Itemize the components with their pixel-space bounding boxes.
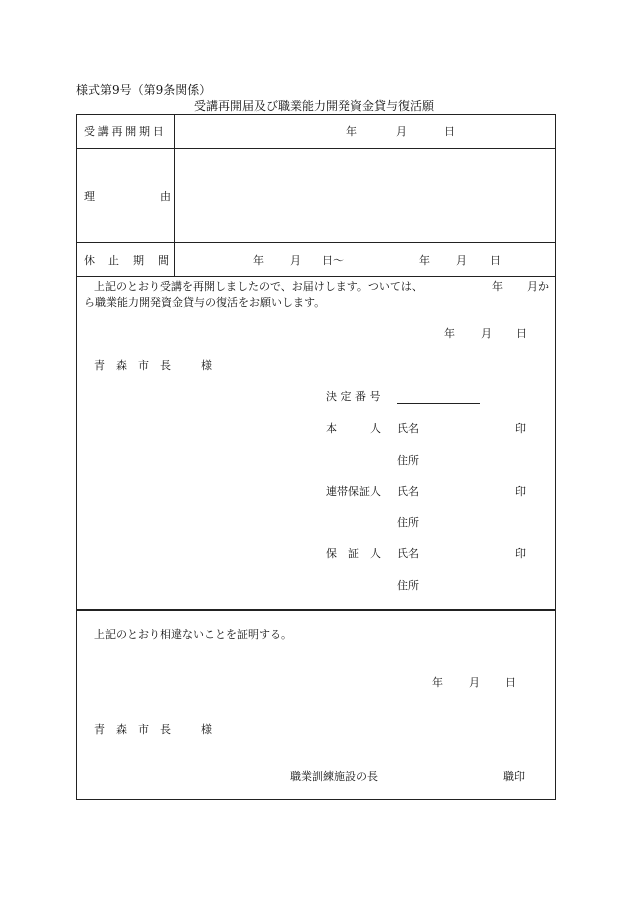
seal-mark: 印	[515, 485, 526, 498]
seal-mark: 印	[515, 547, 526, 560]
divider	[76, 609, 556, 611]
divider	[76, 148, 556, 149]
suspension-from-month: 月	[290, 254, 301, 267]
joint-guarantor-name-field[interactable]	[424, 483, 510, 499]
reason-label-left: 理	[84, 190, 95, 203]
applicant-address-label: 住所	[397, 454, 419, 467]
suspension-period-field[interactable]	[176, 244, 554, 274]
guarantor-address-label: 住所	[397, 579, 419, 592]
facility-head-label: 職業訓練施設の長	[290, 770, 378, 783]
certification-text: 上記のとおり相違ないことを証明する。	[94, 628, 292, 641]
certification-date-month: 月	[469, 676, 480, 689]
form-title: 受講再開届及び職業能力開発資金貸与復活願	[194, 99, 435, 113]
request-addressee-honorific: 様	[201, 359, 212, 372]
guarantor-name-field[interactable]	[424, 545, 510, 561]
guarantor-address-field[interactable]	[424, 577, 534, 593]
applicant-role-self: 本 人	[326, 422, 381, 435]
divider	[76, 242, 556, 243]
joint-guarantor-name-label: 氏名	[397, 485, 419, 498]
divider	[76, 276, 556, 277]
certification-date-day: 日	[505, 676, 516, 689]
request-date-year: 年	[444, 327, 455, 340]
decision-number-field[interactable]	[397, 390, 480, 404]
suspension-from-day: 日〜	[322, 254, 344, 267]
label-column-divider	[174, 114, 175, 276]
applicant-role-joint-guarantor: 連帯保証人	[326, 485, 381, 498]
reason-label-right: 由	[160, 190, 171, 203]
certification-addressee: 青 森 市 長	[94, 723, 171, 736]
seal-mark: 印	[515, 422, 526, 435]
certification-date-year: 年	[432, 676, 443, 689]
suspension-label-1: 休	[84, 254, 95, 267]
reason-field[interactable]	[176, 150, 554, 240]
request-text-year: 年	[492, 280, 503, 293]
applicant-address-field[interactable]	[424, 452, 534, 468]
request-text-line2: ら職業能力開発資金貸与の復活をお願いします。	[84, 296, 326, 309]
request-text-line1: 上記のとおり受講を再開しましたので、お届けします。ついては、	[94, 280, 423, 293]
suspension-from-year: 年	[253, 254, 264, 267]
facility-head-signature-field[interactable]	[388, 768, 498, 784]
suspension-label-4: 間	[158, 254, 169, 267]
suspension-label-2: 止	[108, 254, 119, 267]
resume-date-year: 年	[346, 125, 357, 138]
joint-guarantor-address-label: 住所	[397, 516, 419, 529]
suspension-label-3: 期	[133, 254, 144, 267]
suspension-to-year: 年	[419, 254, 430, 267]
form-number: 様式第9号（第9条関係）	[76, 83, 212, 97]
suspension-to-month: 月	[456, 254, 467, 267]
applicant-role-guarantor: 保 証 人	[326, 547, 381, 560]
applicant-name-label: 氏名	[397, 422, 419, 435]
joint-guarantor-address-field[interactable]	[424, 514, 534, 530]
request-addressee: 青 森 市 長	[94, 359, 171, 372]
decision-number-label: 決 定 番 号	[326, 390, 381, 403]
guarantor-name-label: 氏名	[397, 547, 419, 560]
resume-date-day: 日	[444, 125, 455, 138]
request-date-day: 日	[516, 327, 527, 340]
request-date-month: 月	[481, 327, 492, 340]
official-seal-mark: 職印	[503, 770, 525, 783]
resume-date-field[interactable]	[176, 116, 554, 146]
suspension-to-day: 日	[490, 254, 501, 267]
certification-addressee-honorific: 様	[201, 723, 212, 736]
applicant-name-field[interactable]	[424, 420, 510, 436]
request-text-month: 月か	[527, 280, 549, 293]
resume-date-month: 月	[396, 125, 407, 138]
resume-date-label: 受講再開期日	[84, 125, 167, 138]
